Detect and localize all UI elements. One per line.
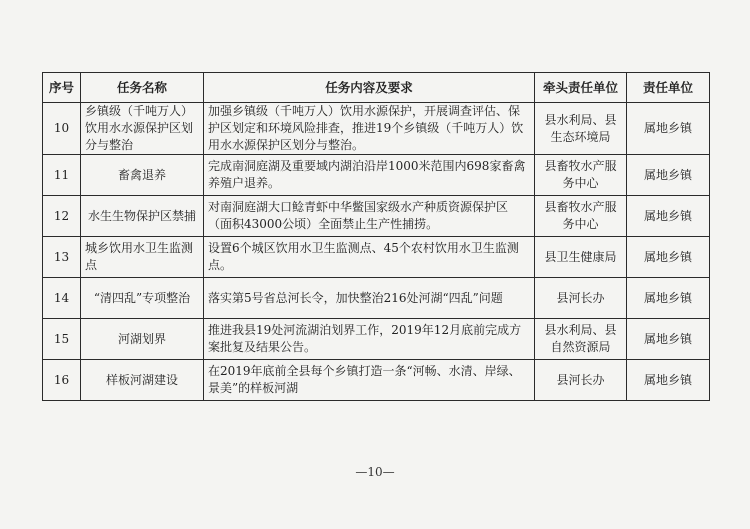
row-task-content: 加强乡镇级（千吨万人）饮用水源保护，开展调查评估、保护区划定和环境风险排查，推进19个乡镇级（千吨万人）饮用水水源保护区划分与整治。 xyxy=(204,103,535,155)
row-task-name: “清四乱”专项整治 xyxy=(81,278,204,319)
header-number: 序号 xyxy=(43,73,81,103)
row-responsible-unit: 属地乡镇 xyxy=(627,319,710,360)
row-number: 11 xyxy=(43,155,81,196)
table-row xyxy=(43,278,710,319)
row-task-content: 落实第5号省总河长令，加快整治216处河湖“四乱”问题 xyxy=(204,278,535,319)
row-lead-unit: 县畜牧水产服务中心 xyxy=(535,196,627,237)
row-task-content: 完成南洞庭湖及重要域内湖泊沿岸1000米范围内698家畜禽养殖户退养。 xyxy=(204,155,535,196)
row-lead-unit: 县河长办 xyxy=(535,278,627,319)
row-number: 14 xyxy=(43,278,81,319)
header-task-content: 任务内容及要求 xyxy=(204,73,535,103)
row-lead-unit: 县畜牧水产服务中心 xyxy=(535,155,627,196)
row-number: 13 xyxy=(43,237,81,278)
row-task-name: 乡镇级（千吨万人）饮用水水源保护区划分与整治 xyxy=(81,103,204,155)
row-task-name: 河湖划界 xyxy=(81,319,204,360)
row-responsible-unit: 属地乡镇 xyxy=(627,196,710,237)
row-number: 16 xyxy=(43,360,81,401)
row-responsible-unit: 属地乡镇 xyxy=(627,237,710,278)
row-task-content: 推进我县19处河流湖泊划界工作，2019年12月底前完成方案批复及结果公告。 xyxy=(204,319,535,360)
task-table xyxy=(42,72,710,401)
row-task-content: 设置6个城区饮用水卫生监测点、45个农村饮用水卫生监测点。 xyxy=(204,237,535,278)
header-task-name: 任务名称 xyxy=(81,73,204,103)
table-row xyxy=(43,155,710,196)
table-row xyxy=(43,103,710,155)
row-responsible-unit: 属地乡镇 xyxy=(627,360,710,401)
table-row xyxy=(43,360,710,401)
row-task-name: 样板河湖建设 xyxy=(81,360,204,401)
row-task-name: 畜禽退养 xyxy=(81,155,204,196)
row-task-name: 水生生物保护区禁捕 xyxy=(81,196,204,237)
row-responsible-unit: 属地乡镇 xyxy=(627,278,710,319)
row-number: 12 xyxy=(43,196,81,237)
row-lead-unit: 县水利局、县生态环境局 xyxy=(535,103,627,155)
row-task-name: 城乡饮用水卫生监测点 xyxy=(81,237,204,278)
table-row xyxy=(43,196,710,237)
row-number: 10 xyxy=(43,103,81,155)
row-responsible-unit: 属地乡镇 xyxy=(627,103,710,155)
table-header-row xyxy=(43,73,710,103)
row-task-content: 在2019年底前全县每个乡镇打造一条“河畅、水清、岸绿、景美”的样板河湖 xyxy=(204,360,535,401)
table-row xyxy=(43,319,710,360)
row-lead-unit: 县河长办 xyxy=(535,360,627,401)
header-lead-unit: 牵头责任单位 xyxy=(535,73,627,103)
header-responsible-unit: 责任单位 xyxy=(627,73,710,103)
row-responsible-unit: 属地乡镇 xyxy=(627,155,710,196)
row-task-content: 对南洞庭湖大口鲶青虾中华鳖国家级水产种质资源保护区（面积43000公顷）全面禁止生产性捕捞。 xyxy=(204,196,535,237)
row-lead-unit: 县卫生健康局 xyxy=(535,237,627,278)
table-row xyxy=(43,237,710,278)
page-number: —10— xyxy=(355,465,395,479)
row-number: 15 xyxy=(43,319,81,360)
row-lead-unit: 县水利局、县自然资源局 xyxy=(535,319,627,360)
